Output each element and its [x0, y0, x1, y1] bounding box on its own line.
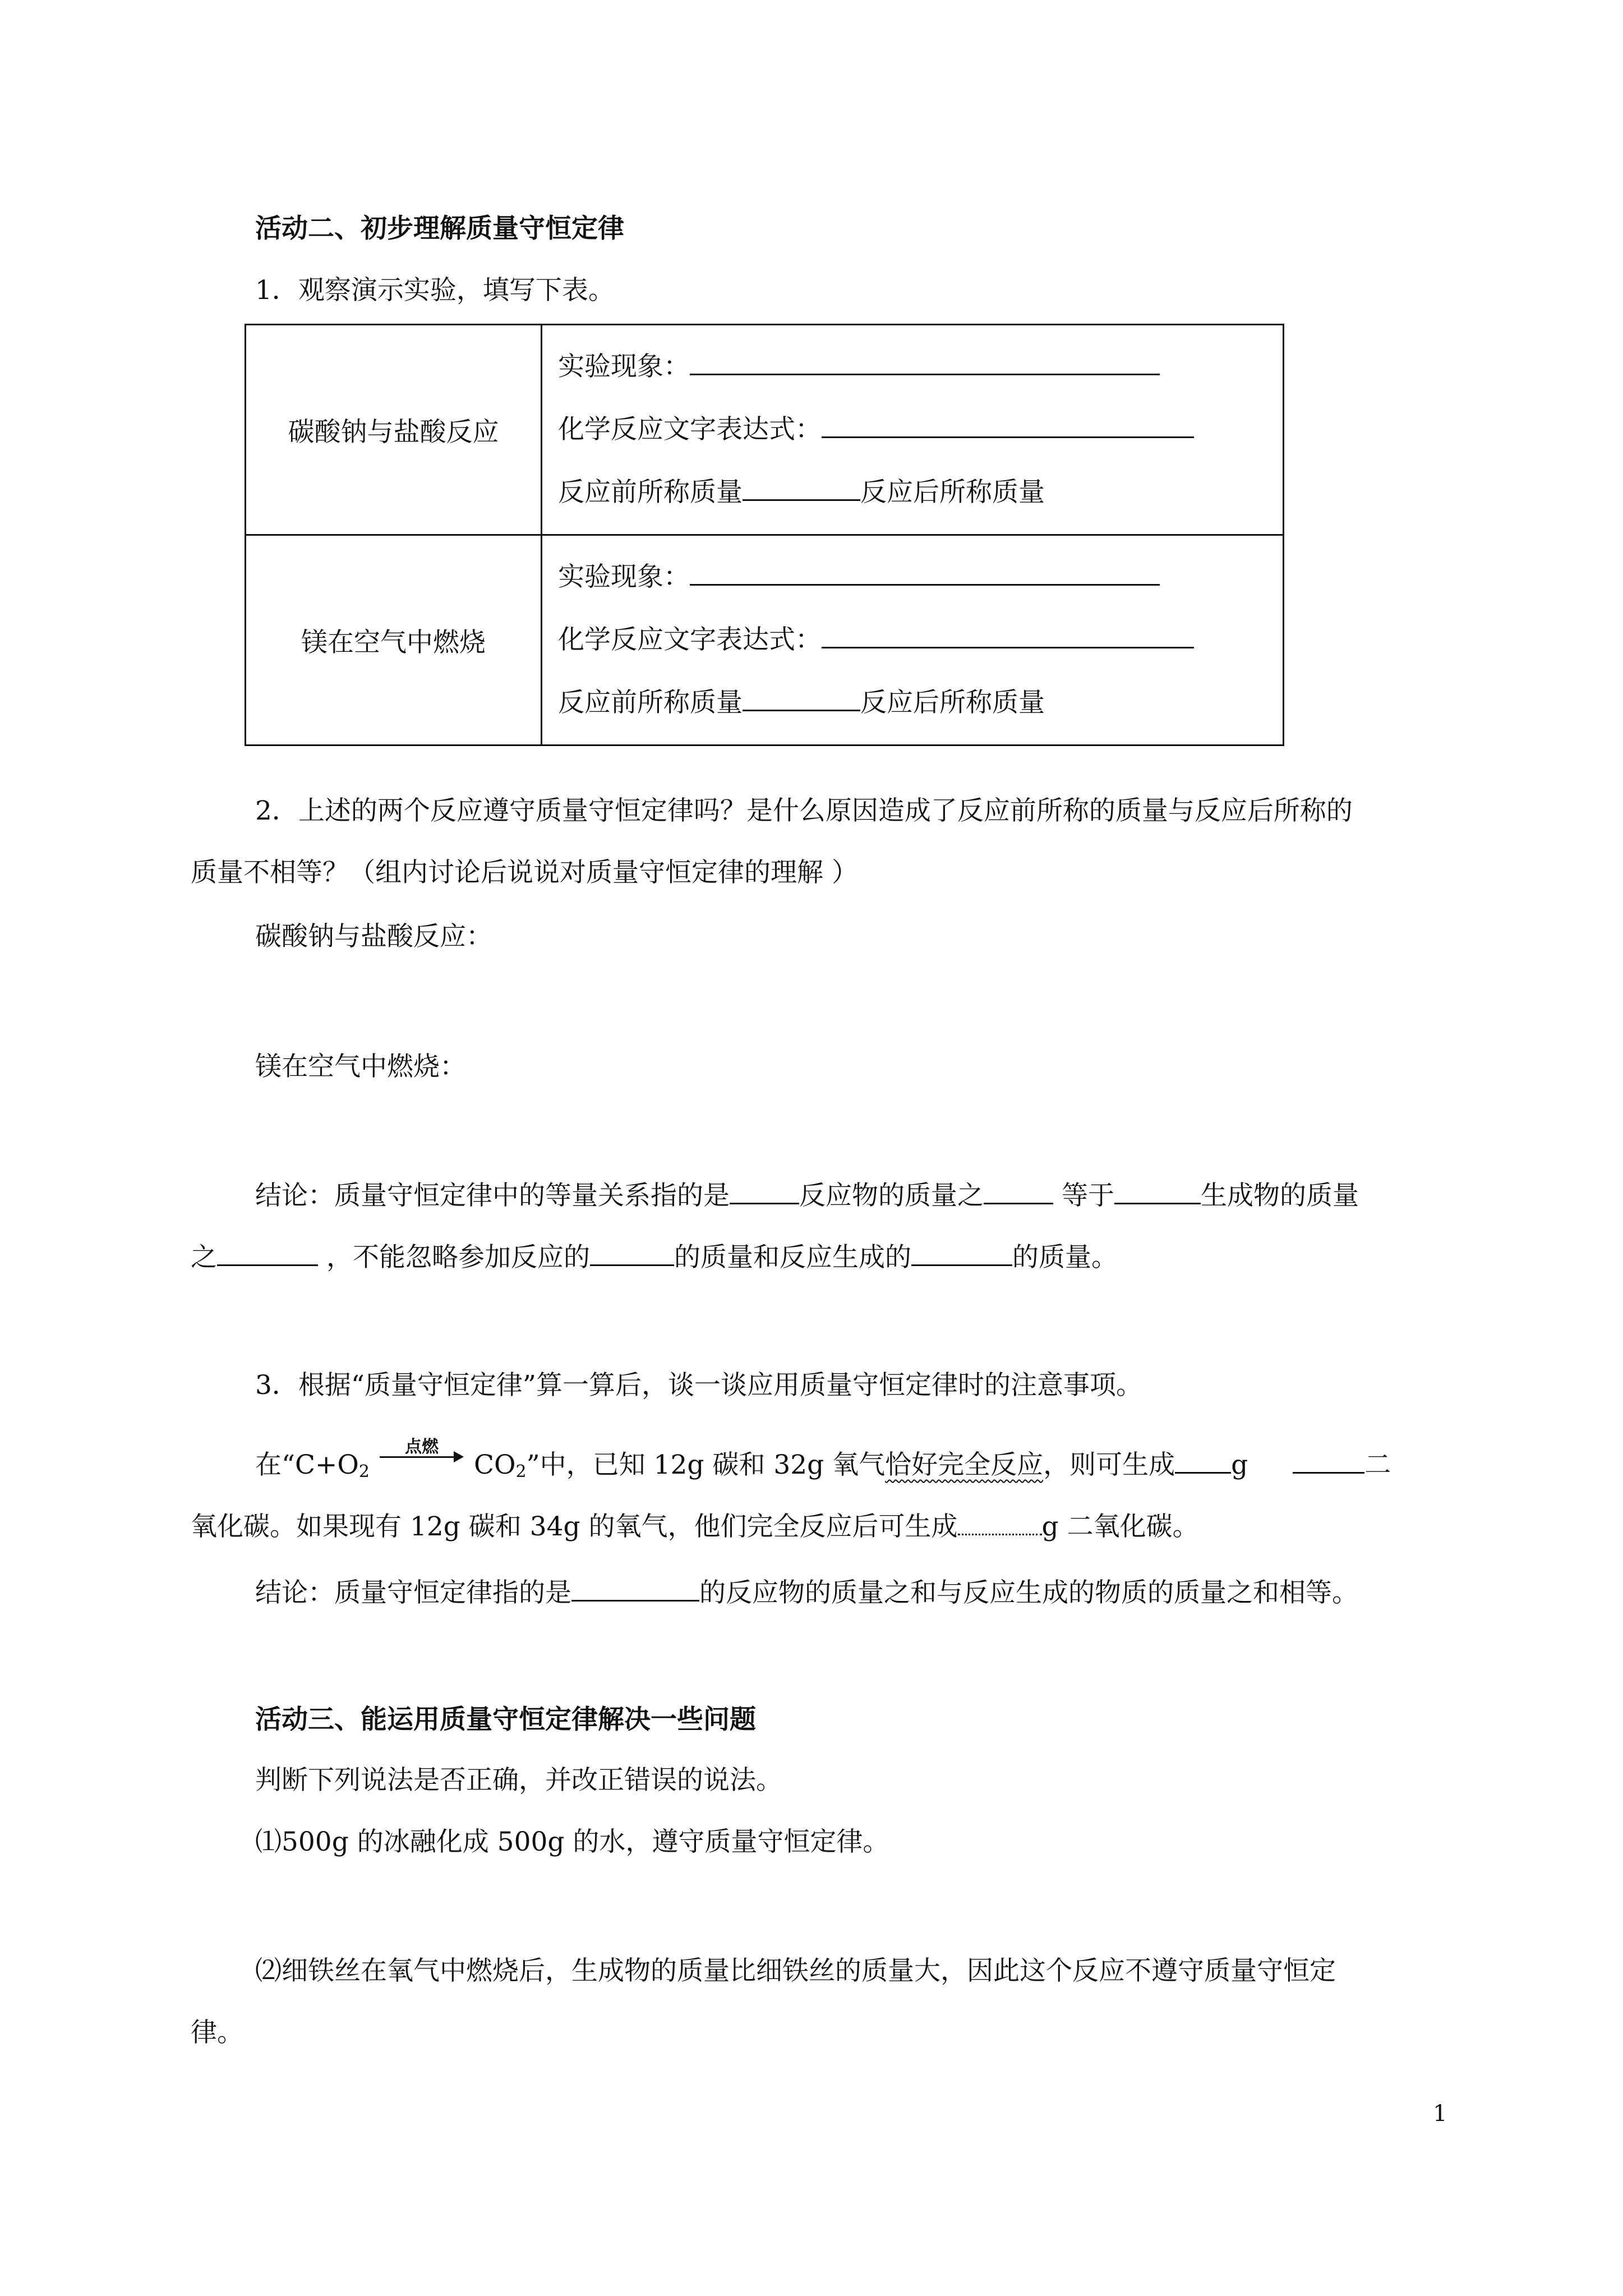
- table-row: [246, 535, 1284, 746]
- fill-blank[interactable]: [571, 1575, 699, 1602]
- equation-blank[interactable]: [822, 412, 1194, 438]
- question-3: 3．根据“质量守恒定律”算一算后，谈一谈应用质量守恒定律时的注意事项。: [255, 1370, 1142, 1401]
- phenomenon-blank[interactable]: [690, 349, 1160, 375]
- conclusion-2: 结论：质量守恒定律指的是 的反应物的质量之和与反应生成的物质的质量之和相等。: [255, 1575, 1358, 1610]
- activity2-heading: 活动二、初步理解质量守恒定律: [255, 213, 624, 244]
- fill-blank[interactable]: [911, 1240, 1012, 1266]
- activity3-item-1: ⑴500g 的冰融化成 500g 的水，遵守质量守恒定律。: [255, 1826, 889, 1857]
- question-1: 1．观察演示实验，填写下表。: [255, 275, 615, 306]
- page-number: 1: [1433, 2101, 1447, 2127]
- table-row: [246, 325, 1284, 535]
- equation-blank[interactable]: [822, 622, 1194, 648]
- mass-before-label: 反应前所称质量: [558, 687, 743, 718]
- answer-label-magnesium: 镁在空气中燃烧：: [255, 1051, 466, 1082]
- fill-blank[interactable]: [590, 1240, 674, 1266]
- emphasis-text: 恰好完全反应: [885, 1450, 1044, 1480]
- arrow-head-icon: [454, 1451, 464, 1462]
- equation-label: 化学反应文字表达式：: [558, 414, 822, 445]
- fill-blank[interactable]: [984, 1178, 1053, 1204]
- mass-after-label: 反应后所称质量: [860, 687, 1045, 718]
- mass-compare-blank[interactable]: [743, 685, 860, 711]
- mass-compare-blank[interactable]: [743, 475, 860, 501]
- conclusion-1-line2: 之 ，不能忽略参加反应的 的质量和反应生成的 的质量。: [191, 1240, 1118, 1274]
- activity3-item-2-line2: 律。: [191, 2017, 243, 2048]
- fill-blank[interactable]: [1114, 1178, 1201, 1204]
- fill-blank[interactable]: [1293, 1447, 1364, 1474]
- activity3-item-2-line1: ⑵细铁丝在氧气中燃烧后，生成物的质量比细铁丝的质量大，因此这个反应不遵守质量守恒定: [255, 1955, 1336, 1986]
- question-2-line2: 质量不相等？（组内讨论后说说对质量守恒定律的理解 ）: [191, 857, 858, 888]
- condition-label: 点燃: [405, 1437, 439, 1457]
- question-2-line1: 2．上述的两个反应遵守质量守恒定律吗？是什么原因造成了反应前所称的质量与反应后所称的: [255, 795, 1353, 826]
- reaction-name: 镁在空气中燃烧: [246, 535, 542, 746]
- phenomenon-label: 实验现象：: [558, 562, 690, 592]
- activity3-intro: 判断下列说法是否正确，并改正错误的说法。: [255, 1765, 782, 1796]
- fill-blank[interactable]: [730, 1178, 799, 1204]
- experiment-table: [245, 324, 1284, 746]
- question-3-equation-line: 在“$C+O_2$ 点燃 $CO_2$”中，已知 12g 碳和 32g 氧气恰好完全反应，则可生成 g 二: [255, 1447, 1391, 1489]
- equation-label: 化学反应文字表达式：: [558, 624, 822, 655]
- answer-label-sodium-carbonate: 碳酸钠与盐酸反应：: [255, 921, 492, 952]
- mass-before-label: 反应前所称质量: [558, 477, 743, 508]
- reaction-name: 碳酸钠与盐酸反应: [246, 325, 542, 535]
- activity3-heading: 活动三、能运用质量守恒定律解决一些问题: [255, 1704, 756, 1735]
- fill-blank[interactable]: [1175, 1447, 1231, 1474]
- fill-blank[interactable]: [958, 1509, 1042, 1535]
- conclusion-1-line1: 结论：质量守恒定律中的等量关系指的是 反应物的质量之 等于 生成物的质量: [255, 1178, 1359, 1213]
- mass-after-label: 反应后所称质量: [860, 477, 1045, 508]
- phenomenon-blank[interactable]: [690, 559, 1160, 586]
- question-3-line2: 氧化碳。如果现有 12g 碳和 34g 的氧气，他们完全反应后可生成 g 二氧化碳。: [191, 1509, 1199, 1544]
- fill-blank[interactable]: [217, 1240, 318, 1266]
- reaction-arrow: [380, 1437, 464, 1481]
- phenomenon-label: 实验现象：: [558, 351, 690, 382]
